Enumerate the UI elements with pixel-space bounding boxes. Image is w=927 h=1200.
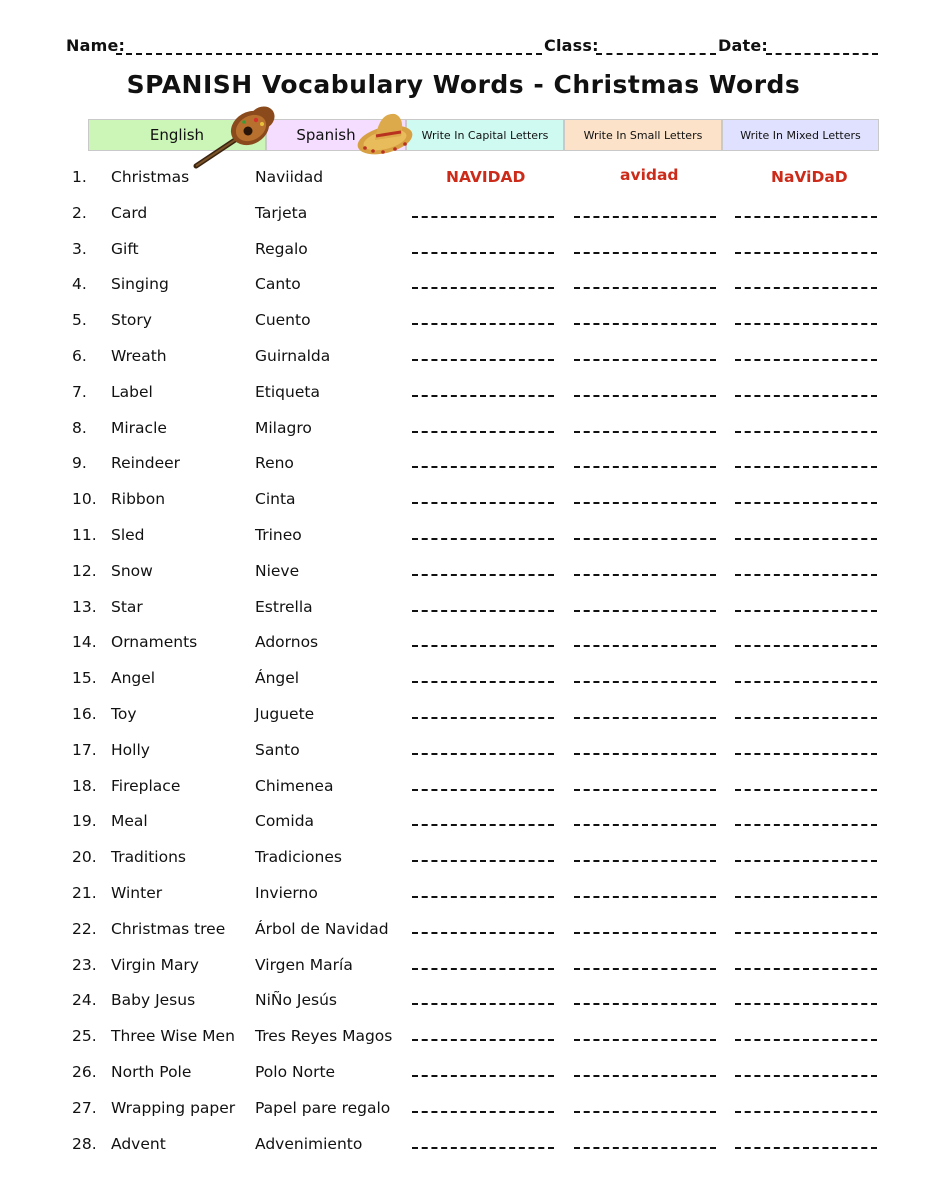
table-row (0, 454, 927, 480)
table-row (0, 741, 927, 767)
small-letters-blank[interactable] (574, 431, 716, 433)
name-blank[interactable] (116, 53, 542, 55)
english-header-label: English (149, 126, 205, 144)
row-number: 19. (72, 812, 97, 831)
spanish-word: Naviidad (255, 168, 324, 186)
name-label: Name: (66, 36, 126, 55)
table-row (0, 1063, 927, 1089)
spanish-word: Etiqueta (255, 382, 320, 401)
row-number: 18. (72, 776, 97, 795)
capital-letters-blank[interactable] (412, 1147, 554, 1149)
row-number: 7. (72, 382, 87, 401)
spanish-word: Virgen María (255, 955, 353, 974)
mixed-letters-blank[interactable] (735, 359, 877, 361)
table-row (0, 1027, 927, 1053)
mixed-letters-blank[interactable] (735, 1003, 877, 1005)
mixed-letters-blank[interactable] (735, 323, 877, 325)
spanish-word: Ángel (255, 669, 300, 688)
mixed-letters-blank[interactable] (735, 538, 877, 540)
table-row (0, 347, 927, 373)
table-row (0, 311, 927, 337)
english-word: Story (111, 311, 152, 330)
mixed-letters-blank[interactable] (735, 431, 877, 433)
table-row (0, 1099, 927, 1125)
mixed-letters-blank[interactable] (735, 216, 877, 218)
capital-letters-blank[interactable] (412, 932, 554, 934)
english-word: Virgin Mary (111, 955, 199, 974)
mixed-letters-blank[interactable] (735, 1039, 877, 1041)
english-word: Toy (111, 705, 137, 723)
mixed-letters-blank[interactable] (735, 1111, 877, 1113)
table-row (0, 562, 927, 588)
table-row (0, 240, 927, 266)
capital-letters-blank[interactable] (412, 896, 554, 898)
spanish-word: Estrella (255, 597, 313, 616)
capital-letters-blank[interactable] (412, 1111, 554, 1113)
english-word: Ribbon (111, 490, 166, 509)
capital-letters-blank[interactable] (412, 1039, 554, 1041)
example-mixed: NaViDaD (771, 168, 848, 186)
row-number: 11. (72, 526, 97, 544)
table-row (0, 490, 927, 516)
table-row (0, 526, 927, 552)
small-header-label: Write In Small Letters (583, 128, 703, 142)
english-word: Winter (111, 884, 163, 902)
row-number: 22. (72, 919, 97, 938)
row-number: 6. (72, 347, 87, 365)
table-row (0, 1135, 927, 1161)
english-word: Angel (111, 669, 156, 688)
spanish-header-label: Spanish (296, 126, 356, 144)
spanish-word: Milagro (255, 418, 312, 437)
english-word: Three Wise Men (111, 1027, 235, 1046)
small-letters-blank[interactable] (574, 860, 716, 862)
mixed-letters-blank[interactable] (735, 1147, 877, 1149)
row-number: 5. (72, 311, 87, 330)
mixed-letters-blank[interactable] (735, 681, 877, 683)
small-letters-blank[interactable] (574, 574, 716, 576)
small-letters-blank[interactable] (574, 538, 716, 540)
small-letters-blank[interactable] (574, 753, 716, 755)
row-number: 8. (72, 418, 87, 437)
small-letters-blank[interactable] (574, 502, 716, 504)
mixed-letters-blank[interactable] (735, 753, 877, 755)
small-letters-blank[interactable] (574, 395, 716, 397)
row-number: 27. (72, 1098, 97, 1117)
english-word: Star (111, 597, 143, 616)
small-letters-blank[interactable] (574, 1075, 716, 1077)
english-word: Card (111, 203, 148, 222)
date-blank[interactable] (766, 53, 878, 55)
row-number: 12. (72, 561, 97, 580)
capital-letters-blank[interactable] (412, 645, 554, 647)
capital-letters-blank[interactable] (412, 252, 554, 254)
row-number: 20. (72, 848, 97, 867)
mixed-letters-blank[interactable] (735, 610, 877, 612)
mixed-letters-blank[interactable] (735, 932, 877, 934)
row-number: 25. (72, 1027, 97, 1046)
mixed-letters-blank[interactable] (735, 287, 877, 289)
capital-letters-blank[interactable] (412, 216, 554, 218)
table-row (0, 275, 927, 301)
row-number: 14. (72, 633, 97, 652)
row-number: 23. (72, 955, 97, 974)
row-number: 21. (72, 884, 97, 902)
student-info-line (66, 36, 878, 58)
spanish-word: NiÑo Jesús (255, 991, 337, 1010)
small-letters-blank[interactable] (574, 287, 716, 289)
capital-letters-blank[interactable] (412, 1003, 554, 1005)
example-small: avidad (620, 166, 679, 184)
small-letters-blank[interactable] (574, 824, 716, 826)
mixed-header-label: Write In Mixed Letters (740, 128, 861, 142)
capital-letters-blank[interactable] (412, 359, 554, 361)
table-row (0, 669, 927, 695)
spanish-word: Polo Norte (255, 1063, 336, 1081)
table-row (0, 920, 927, 946)
small-letters-blank[interactable] (574, 645, 716, 647)
capital-letters-blank[interactable] (412, 574, 554, 576)
small-letters-blank[interactable] (574, 789, 716, 791)
spanish-word: Santo (255, 740, 300, 759)
english-word: Wreath (111, 347, 167, 365)
spanish-word: Reno (255, 454, 294, 473)
table-row (0, 633, 927, 659)
mixed-letters-blank[interactable] (735, 824, 877, 826)
table-row (0, 956, 927, 982)
capital-letters-blank[interactable] (412, 610, 554, 612)
spanish-word: Advenimiento (255, 1134, 363, 1153)
class-blank[interactable] (596, 53, 716, 55)
english-word: Christmas (111, 168, 190, 186)
english-word: Reindeer (111, 454, 181, 473)
example-capital: NAVIDAD (446, 168, 526, 186)
row-number: 24. (72, 991, 97, 1010)
capital-letters-blank[interactable] (412, 789, 554, 791)
class-label: Class: (544, 36, 599, 55)
mixed-letters-blank[interactable] (735, 574, 877, 576)
english-word: Baby Jesus (111, 991, 196, 1010)
english-word: Gift (111, 239, 139, 258)
small-letters-blank[interactable] (574, 1039, 716, 1041)
row-number: 2. (72, 203, 87, 222)
small-letters-blank[interactable] (574, 323, 716, 325)
spanish-word: Regalo (255, 239, 308, 258)
small-letters-blank[interactable] (574, 932, 716, 934)
english-word: Holly (111, 740, 150, 759)
capital-header-label: Write In Capital Letters (421, 128, 549, 142)
table-row (0, 598, 927, 624)
small-letters-blank[interactable] (574, 610, 716, 612)
spanish-word: Juguete (255, 705, 315, 723)
row-number: 10. (72, 490, 97, 509)
table-row (0, 884, 927, 910)
english-word: Traditions (111, 848, 186, 867)
spanish-word: Tarjeta (255, 203, 308, 222)
mixed-letters-blank[interactable] (735, 896, 877, 898)
spanish-word: Tres Reyes Magos (255, 1027, 393, 1046)
mixed-letters-blank[interactable] (735, 860, 877, 862)
spanish-word: Guirnalda (255, 347, 331, 365)
table-row (0, 991, 927, 1017)
mixed-letters-blank[interactable] (735, 252, 877, 254)
small-letters-blank[interactable] (574, 1003, 716, 1005)
row-number: 15. (72, 669, 97, 688)
english-word: Singing (111, 275, 169, 294)
capital-letters-blank[interactable] (412, 323, 554, 325)
row-number: 16. (72, 705, 97, 723)
small-column-header (564, 119, 722, 151)
small-letters-blank[interactable] (574, 1111, 716, 1113)
spanish-word: Tradiciones (255, 848, 342, 867)
spanish-word: Invierno (255, 884, 318, 902)
mixed-letters-blank[interactable] (735, 395, 877, 397)
table-row (0, 383, 927, 409)
english-word: Snow (111, 561, 153, 580)
spanish-word: Cinta (255, 490, 296, 509)
table-row (0, 812, 927, 838)
mixed-letters-blank[interactable] (735, 466, 877, 468)
spanish-word: Nieve (255, 561, 300, 580)
capital-letters-blank[interactable] (412, 395, 554, 397)
capital-letters-blank[interactable] (412, 681, 554, 683)
capital-letters-blank[interactable] (412, 753, 554, 755)
english-word: Advent (111, 1134, 166, 1153)
english-word: Label (111, 382, 153, 401)
english-word: Ornaments (111, 633, 198, 652)
capital-letters-blank[interactable] (412, 717, 554, 719)
capital-letters-blank[interactable] (412, 502, 554, 504)
table-row (0, 168, 927, 194)
small-letters-blank[interactable] (574, 717, 716, 719)
small-letters-blank[interactable] (574, 1147, 716, 1149)
small-letters-blank[interactable] (574, 466, 716, 468)
capital-letters-blank[interactable] (412, 860, 554, 862)
english-word: Meal (111, 812, 148, 831)
small-letters-blank[interactable] (574, 216, 716, 218)
table-row (0, 777, 927, 803)
page-title: SPANISH Vocabulary Words - Christmas Words (126, 70, 801, 99)
spanish-word: Papel pare regalo (255, 1098, 391, 1117)
english-word: Miracle (111, 418, 167, 437)
row-number: 17. (72, 740, 97, 759)
guitar-icon (192, 104, 278, 172)
mixed-letters-blank[interactable] (735, 968, 877, 970)
table-row (0, 848, 927, 874)
mixed-letters-blank[interactable] (735, 1075, 877, 1077)
capital-letters-blank[interactable] (412, 968, 554, 970)
table-row (0, 204, 927, 230)
spanish-word: Canto (255, 275, 301, 294)
small-letters-blank[interactable] (574, 968, 716, 970)
small-letters-blank[interactable] (574, 681, 716, 683)
capital-letters-blank[interactable] (412, 287, 554, 289)
capital-letters-blank[interactable] (412, 824, 554, 826)
row-number: 4. (72, 275, 87, 294)
date-label: Date: (718, 36, 768, 55)
english-word: North Pole (111, 1063, 192, 1081)
capital-letters-blank[interactable] (412, 538, 554, 540)
capital-letters-blank[interactable] (412, 431, 554, 433)
table-row (0, 419, 927, 445)
english-word: Fireplace (111, 776, 181, 795)
mixed-letters-blank[interactable] (735, 645, 877, 647)
row-number: 9. (72, 454, 87, 473)
spanish-word: Comida (255, 812, 315, 831)
row-number: 26. (72, 1063, 97, 1081)
row-number: 3. (72, 239, 87, 258)
spanish-word: Trineo (255, 526, 302, 544)
row-number: 1. (72, 168, 87, 186)
capital-column-header (406, 119, 564, 151)
mixed-letters-blank[interactable] (735, 502, 877, 504)
mixed-column-header (722, 119, 879, 151)
spanish-word: Cuento (255, 311, 311, 330)
mixed-letters-blank[interactable] (735, 789, 877, 791)
mixed-letters-blank[interactable] (735, 717, 877, 719)
english-word: Sled (111, 526, 145, 544)
english-word: Christmas tree (111, 919, 226, 938)
small-letters-blank[interactable] (574, 896, 716, 898)
small-letters-blank[interactable] (574, 359, 716, 361)
spanish-word: Chimenea (255, 776, 334, 795)
spanish-word: Adornos (255, 633, 319, 652)
english-word: Wrapping paper (111, 1098, 236, 1117)
spanish-word: Árbol de Navidad (255, 919, 389, 938)
small-letters-blank[interactable] (574, 252, 716, 254)
row-number: 28. (72, 1134, 97, 1153)
capital-letters-blank[interactable] (412, 466, 554, 468)
sombrero-icon (355, 106, 423, 158)
row-number: 13. (72, 597, 97, 616)
capital-letters-blank[interactable] (412, 1075, 554, 1077)
table-row (0, 705, 927, 731)
